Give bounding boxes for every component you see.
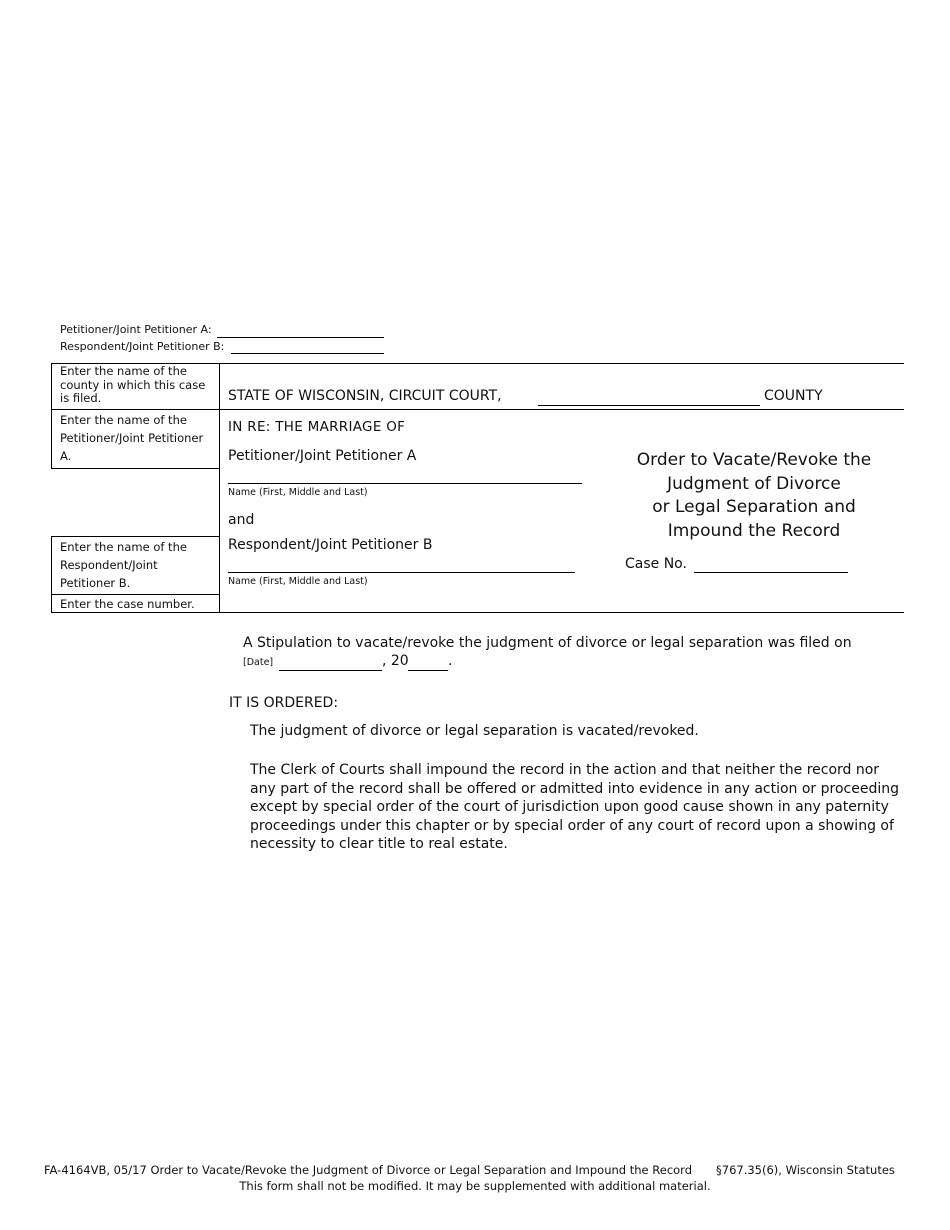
caption-mid-rule: [219, 409, 904, 410]
petitioner-a-caption: Petitioner/Joint Petitioner A: [228, 448, 417, 464]
court-heading: STATE OF WISCONSIN, CIRCUIT COURT,: [228, 388, 502, 404]
name-hint-b: Name (First, Middle and Last): [228, 576, 368, 587]
ordered-heading: IT IS ORDERED:: [229, 695, 339, 711]
county-hint-box: Enter the name of the county in which this case is filed.: [51, 363, 220, 410]
order-vacate-text: The judgment of divorce or legal separation is vacated/revoked.: [250, 723, 699, 739]
title-line-1: Order to Vacate/Revoke the: [636, 450, 872, 470]
document-title: [620, 449, 888, 543]
year-field[interactable]: [408, 656, 448, 671]
petitioner-a-field[interactable]: [217, 325, 384, 338]
name-hint-a: Name (First, Middle and Last): [228, 487, 368, 498]
stipulation-text: A Stipulation to vacate/revoke the judgment of divorce or legal separation was filed on: [243, 635, 852, 651]
petitioner-a-name-field[interactable]: [228, 483, 582, 484]
petitioner-a-label: Petitioner/Joint Petitioner A:: [60, 323, 212, 336]
and-label: and: [228, 512, 255, 528]
footer-notice: This form shall not be modified. It may be supplemented with additional material.: [239, 1179, 711, 1193]
stipulation-period: .: [448, 653, 453, 669]
date-field[interactable]: [279, 656, 382, 671]
year-prefix: , 20: [382, 653, 409, 669]
county-label: COUNTY: [764, 388, 823, 404]
title-line-2: Judgment of Divorce: [667, 473, 841, 494]
county-field[interactable]: [538, 390, 760, 406]
respondent-b-name-field[interactable]: [228, 572, 575, 573]
footer-statute: §767.35(6), Wisconsin Statutes: [716, 1163, 895, 1177]
respondent-b-caption: Respondent/Joint Petitioner B: [228, 537, 433, 553]
petitioner-hint-box: Enter the name of the Petitioner/Joint Petitioner A.: [51, 409, 220, 469]
order-impound-text: The Clerk of Courts shall impound the record in the action and that neither the record nor any part of the record shall be offered or admitted into evidence in any action or proceeding except by special order of the court of jurisdiction upon good cause shown in any paternity proceedings under this chapter or by special order of any court of record upon a showing of necessity to clear title to real estate.: [250, 762, 899, 852]
respondent-hint-box: Enter the name of the Respondent/Joint Petitioner B.: [51, 536, 220, 595]
case-hint-box: Enter the case number.: [51, 594, 220, 613]
title-line-3: or Legal Separation and: [652, 497, 856, 517]
case-no-label: Case No.: [625, 556, 687, 572]
respondent-b-field[interactable]: [231, 341, 384, 354]
caption-bottom-rule: [219, 612, 904, 613]
title-line-4: Impound the Record: [667, 520, 841, 541]
date-label: [Date]: [243, 657, 274, 668]
respondent-b-label: Respondent/Joint Petitioner B:: [60, 340, 225, 353]
case-number-field[interactable]: [694, 558, 848, 573]
in-re-heading: IN RE: THE MARRIAGE OF: [228, 419, 406, 435]
footer-form-id: FA-4164VB, 05/17 Order to Vacate/Revoke the Judgment of Divorce or Legal Separation and Impound the Record: [44, 1163, 693, 1177]
